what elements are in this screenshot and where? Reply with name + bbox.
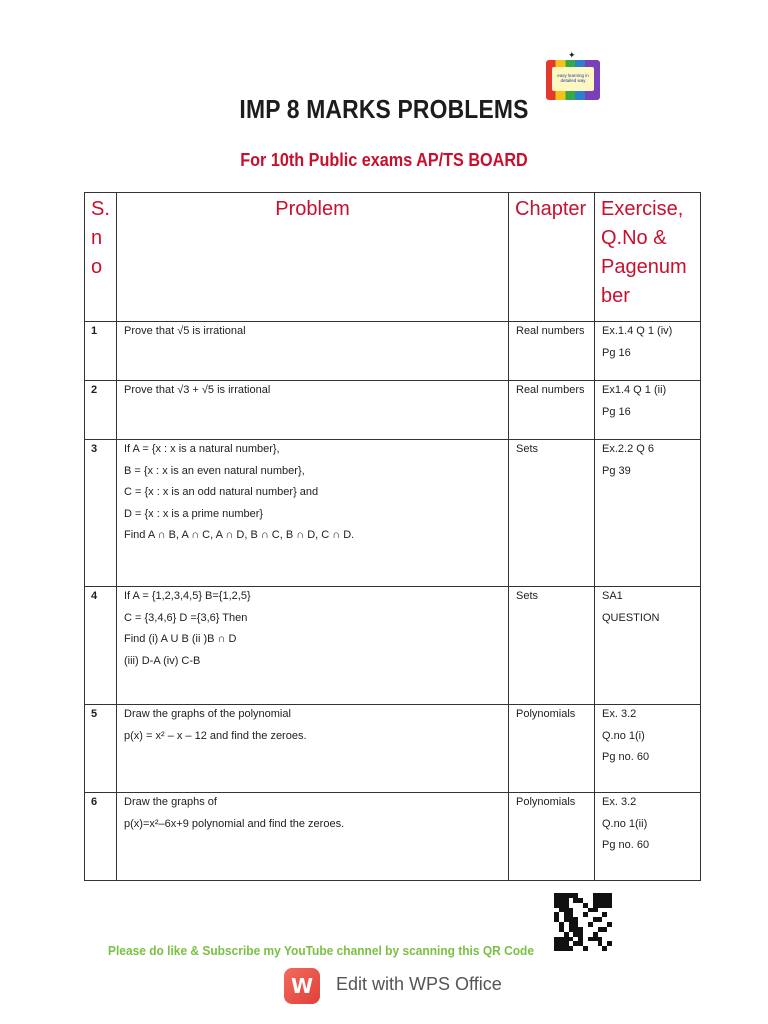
problem-line: Find (i) A U B (ii )B ∩ D <box>124 633 237 645</box>
cell-problem <box>117 381 509 440</box>
header-problem: Problem <box>117 193 509 322</box>
problems-table <box>84 192 701 881</box>
problem-line: C = {x : x is an odd natural number} and <box>124 486 319 498</box>
cell-sno: 6 <box>85 793 117 881</box>
page-title: IMP 8 MARKS PROBLEMS <box>239 94 529 124</box>
qr-module <box>607 946 612 951</box>
cell-sno: 3 <box>85 440 117 587</box>
cell-sno: 2 <box>85 381 117 440</box>
page-subtitle: For 10th Public exams AP/TS BOARD <box>240 150 528 170</box>
problem-line: If A = {1,2,3,4,5} B={1,2,5} <box>124 590 251 602</box>
cell-problem <box>117 440 509 587</box>
exercise-line: Q.no 1(i) <box>602 729 645 742</box>
cell-sno: 1 <box>85 322 117 381</box>
header-chapter: Chapter <box>509 193 595 322</box>
problem-line: Draw the graphs of the polynomial <box>124 708 291 720</box>
qr-code-icon[interactable] <box>554 893 612 951</box>
cell-exercise <box>595 587 701 705</box>
cell-sno: 4 <box>85 587 117 705</box>
exercise-line: Ex.2.2 Q 6 <box>602 443 654 455</box>
edit-with-wps-link[interactable]: Edit with WPS Office <box>336 974 502 994</box>
problem-line: Prove that √3 + √5 is irrational <box>124 384 271 396</box>
cell-sno: 5 <box>85 705 117 793</box>
problem-line: Find A ∩ B, A ∩ C, A ∩ D, B ∩ C, B ∩ D, C ∩ D. <box>124 529 355 541</box>
header-sno <box>85 193 117 322</box>
cell-chapter <box>509 381 595 440</box>
cell-chapter <box>509 322 595 381</box>
cell-exercise <box>595 440 701 587</box>
header-exercise-line: Pagenum <box>601 256 687 278</box>
problem-line: p(x) = x² – x – 12 and find the zeroes. <box>124 729 307 742</box>
wps-logo-icon[interactable]: W <box>284 968 320 1004</box>
table-header-row <box>85 193 701 322</box>
chapter-text: Real numbers <box>516 325 585 337</box>
cell-problem <box>117 322 509 381</box>
problem-line: Draw the graphs of <box>124 796 217 808</box>
exercise-line: Ex. 3.2 <box>602 708 637 720</box>
exercise-line: Ex.1.4 Q 1 (iv) <box>602 325 673 337</box>
problem-line: (iii) D-A (iv) C-B <box>124 654 201 667</box>
header-sno-line: S. <box>91 198 110 220</box>
exercise-line: Ex. 3.2 <box>602 796 637 808</box>
exercise-line: Pg 39 <box>602 464 631 477</box>
exercise-line: Pg 16 <box>602 346 631 359</box>
table-row <box>85 705 701 793</box>
cell-exercise <box>595 381 701 440</box>
header-exercise-line: Q.No & <box>601 227 667 249</box>
table-row <box>85 587 701 705</box>
problem-line: B = {x : x is an even natural number}, <box>124 464 305 477</box>
table-row <box>85 440 701 587</box>
cell-chapter <box>509 587 595 705</box>
cell-exercise <box>595 705 701 793</box>
header-sno-line: o <box>91 256 103 278</box>
chapter-text: Sets <box>516 590 539 602</box>
header-sno-line: n <box>91 227 103 249</box>
exercise-line: Pg 16 <box>602 405 631 418</box>
chapter-text: Polynomials <box>516 796 576 808</box>
header-exercise <box>595 193 701 322</box>
header-exercise-line: ber <box>601 285 630 307</box>
cell-chapter <box>509 705 595 793</box>
exercise-line: Pg no. 60 <box>602 751 650 763</box>
header-exercise-line: Exercise, <box>601 198 684 220</box>
exercise-line: Q.no 1(ii) <box>602 817 648 830</box>
exercise-line: Ex1.4 Q 1 (ii) <box>602 384 667 396</box>
cell-chapter <box>509 793 595 881</box>
cell-problem <box>117 705 509 793</box>
problem-line: D = {x : x is a prime number} <box>124 507 264 520</box>
cell-problem <box>117 587 509 705</box>
table-row <box>85 381 701 440</box>
problem-line: Prove that √5 is irrational <box>124 325 246 337</box>
problem-line: If A = {x : x is a natural number}, <box>124 443 280 455</box>
table-row <box>85 793 701 881</box>
exercise-line: Pg no. 60 <box>602 839 650 851</box>
problem-line: p(x)=x²–6x+9 polynomial and find the zeroes. <box>124 817 345 830</box>
chapter-text: Real numbers <box>516 384 585 396</box>
exercise-line: QUESTION <box>602 611 660 624</box>
cell-chapter <box>509 440 595 587</box>
cell-exercise <box>595 793 701 881</box>
chapter-text: Polynomials <box>516 708 576 720</box>
sparkle-icon: ✦ <box>568 50 576 60</box>
problem-line: C = {3,4,6} D ={3,6} Then <box>124 611 248 624</box>
youtube-subscribe-text: Please do like & Subscribe my YouTube channel by scanning this QR Code <box>108 943 535 958</box>
chapter-text: Sets <box>516 443 539 455</box>
cell-problem <box>117 793 509 881</box>
cell-exercise <box>595 322 701 381</box>
logo-text: easy learning in detailed way <box>552 67 594 91</box>
exercise-line: SA1 <box>602 590 623 602</box>
table-row <box>85 322 701 381</box>
